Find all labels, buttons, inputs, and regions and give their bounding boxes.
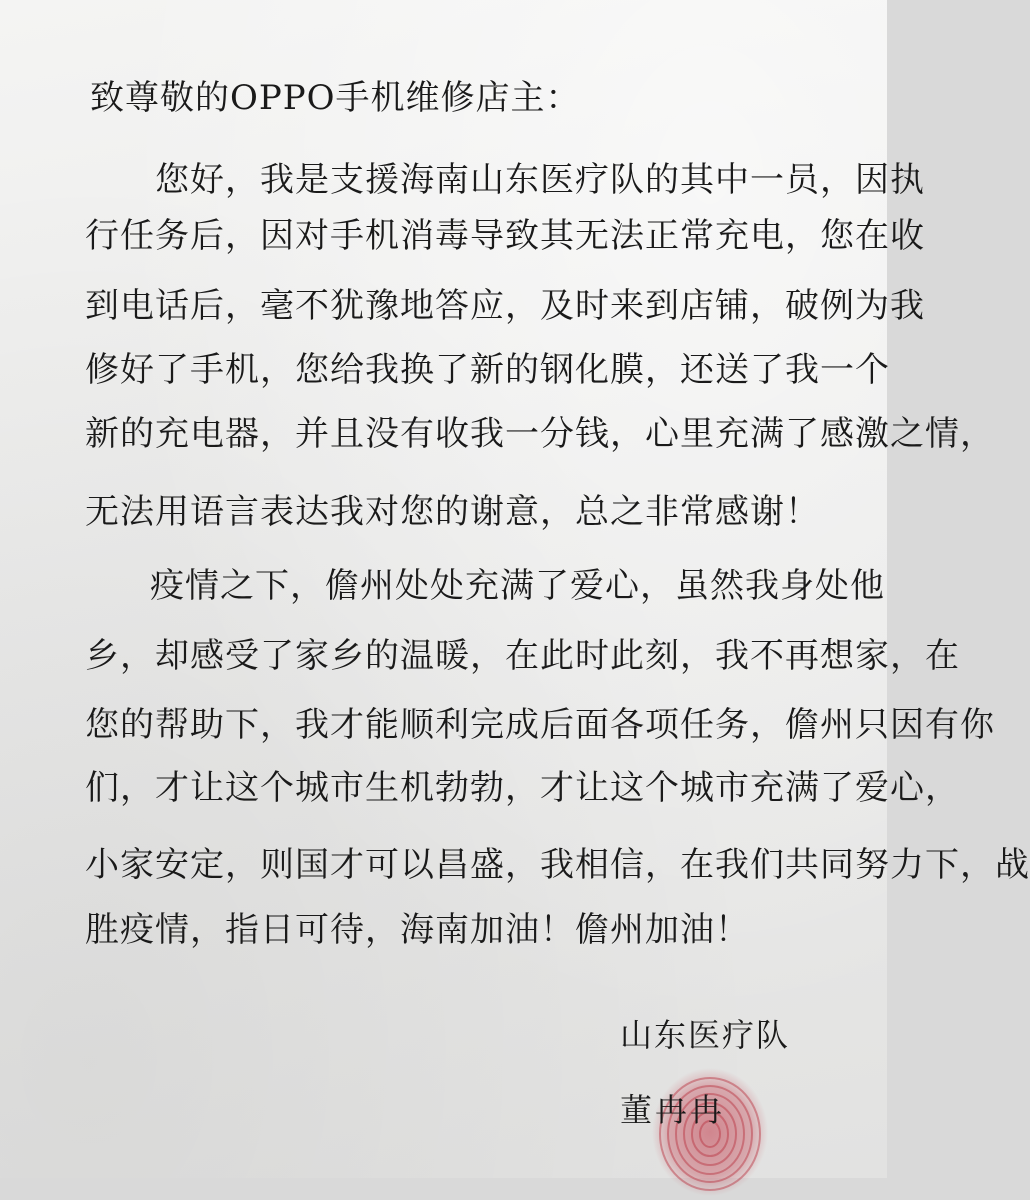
letter-line: 到电话后，毫不犹豫地答应，及时来到店铺，破例为我 <box>85 286 925 326</box>
letter-line: 行任务后，因对手机消毒导致其无法正常充电，您在收 <box>85 216 925 256</box>
letter-line: 胜疫情，指日可待，海南加油！儋州加油！ <box>85 910 750 950</box>
letter-line: 修好了手机，您给我换了新的钢化膜，还送了我一个 <box>85 350 890 390</box>
signature-name: 董冉冉 <box>620 1091 726 1129</box>
letter-line: 小家安定，则国才可以昌盛，我相信，在我们共同努力下，战 <box>85 845 1030 885</box>
signature-organization: 山东医疗队 <box>620 1016 791 1054</box>
letter-line: 疫情之下，儋州处处充满了爱心，虽然我身处他 <box>150 566 885 606</box>
letter-line: 乡，却感受了家乡的温暖，在此时此刻，我不再想家，在 <box>85 636 960 676</box>
letter-line: 无法用语言表达我对您的谢意，总之非常感谢！ <box>85 492 820 532</box>
letter-line: 们，才让这个城市生机勃勃，才让这个城市充满了爱心， <box>85 768 960 808</box>
letter-line: 您的帮助下，我才能顺利完成后面各项任务，儋州只因有你 <box>85 705 995 745</box>
letter-salutation: 致尊敬的OPPO手机维修店主： <box>90 78 581 118</box>
letter-line: 您好，我是支援海南山东医疗队的其中一员，因执 <box>155 160 925 200</box>
letter-line: 新的充电器，并且没有收我一分钱，心里充满了感激之情， <box>85 414 995 454</box>
